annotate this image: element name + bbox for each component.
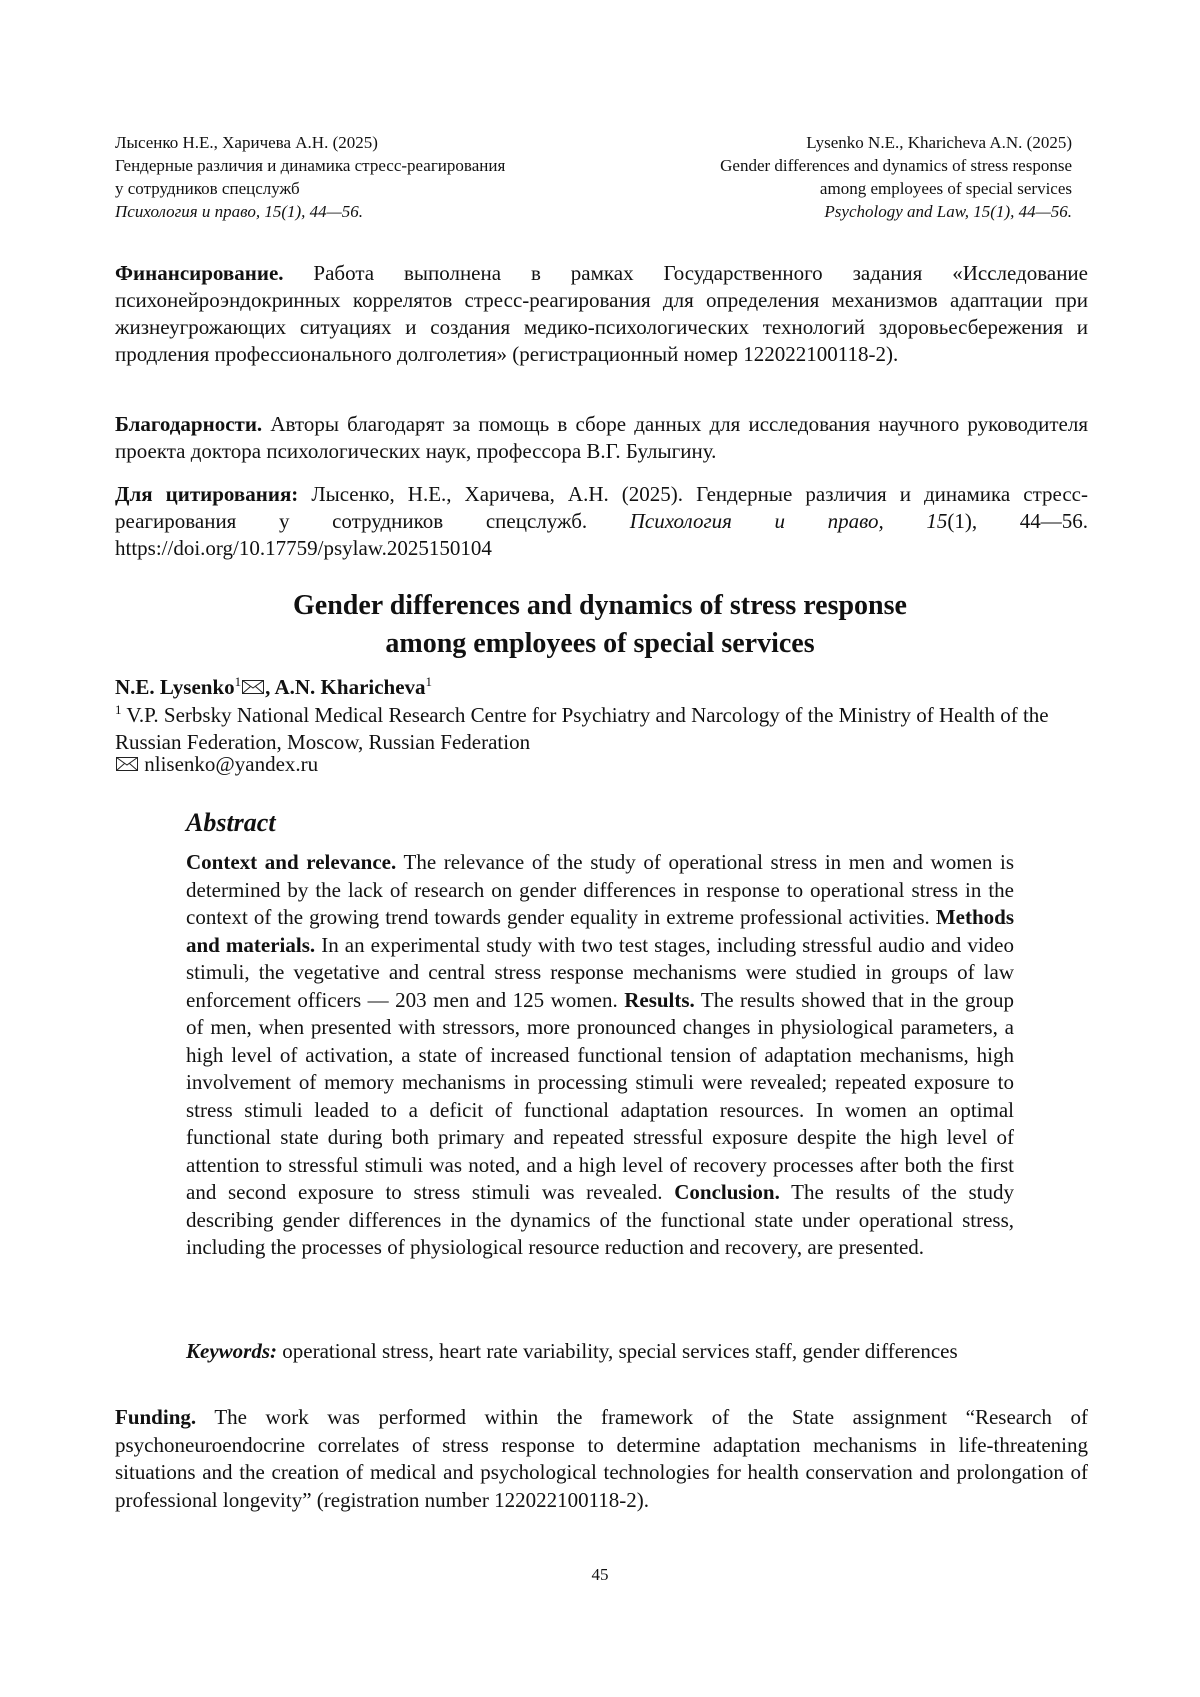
results-text: The results showed that in the group of men, when presented with stressors, more pronounced changes in physiological parameters, a high level of activation, a state of increased functional tension of adaptation mechanisms, high involvement of memory mechanisms in processing stimuli were revealed; repeated exposure to stress stimuli leaded to a deficit of functional adaptation resources. In women an optimal functional state during both primary and repeated stressful exposure despite the high level of attention to stressful stimuli was noted, and a high level of recovery processes after both the first and second exposure to stress stimuli was revealed. <box>186 987 1014 1204</box>
email-link[interactable]: nlisenko@yandex.ru <box>144 752 319 776</box>
header-ru-authors: Лысенко Н.Е., Харичева А.Н. (2025) <box>115 133 378 152</box>
affiliation-text: V.P. Serbsky National Medical Research Centre for Psychiatry and Narcology of the Ministry of Health of the Russian Federation, Moscow, Russian Federation <box>115 703 1049 754</box>
author-affiliation-mark: 1 <box>234 674 242 689</box>
en-funding-text: The work was performed within the framework of the State assignment “Research of psychoneuroendocrine correlates of stress response to determine adaptation mechanisms in life-threatening situations and the creation of medical and psychological technologies for health conservation and prolongation of professional longevity” (registration number 122022100118-2). <box>115 1405 1088 1512</box>
keywords-label: Keywords: <box>186 1339 277 1363</box>
envelope-icon <box>242 680 264 694</box>
abstract-heading: Abstract <box>186 808 276 837</box>
header-en-authors: Lysenko N.E., Kharicheva A.N. (2025) <box>806 133 1072 152</box>
ru-funding-label: Финансирование. <box>115 261 284 285</box>
author-name: N.E. Lysenko <box>115 675 235 699</box>
correspondence-email <box>115 751 318 778</box>
header-en-journal: Psychology and Law, 15(1), 44—56. <box>824 202 1072 221</box>
article-title-line1: Gender differences and dynamics of stress response <box>293 590 907 621</box>
results-label: Results. <box>624 987 695 1012</box>
context-label: Context and relevance. <box>186 850 397 874</box>
header-ru-journal: Психология и право, 15(1), 44—56. <box>115 202 364 221</box>
conclusion-label: Conclusion. <box>674 1180 780 1204</box>
article-title-line2: among employees of special services <box>385 628 815 659</box>
ru-cite-text: Лысенко, Н.Е., Харичева, А.Н. (2025). Гендерные различия и динамика стресс-реагирования у сотрудников спецслужб. <box>115 482 1088 533</box>
ru-thanks-label: Благодарности. <box>115 412 263 436</box>
page-number: 45 <box>591 1565 609 1584</box>
author-name: A.N. Kharicheva <box>274 675 426 699</box>
article-title <box>0 587 1200 663</box>
running-header-ru <box>115 131 505 223</box>
running-header-en <box>720 131 1072 223</box>
methods-label: Methods and materials. <box>186 905 1014 957</box>
header-ru-title-line2: у сотрудников спецслужб <box>115 179 300 198</box>
author-affiliation-mark: 1 <box>425 674 433 689</box>
context-text: The relevance of the study of operational stress in men and women is determined by the lack of research on gender differences in response to operational stress in the context of the growing trend towards gender equality in extreme professional activities. <box>186 850 1014 929</box>
ru-cite-label: Для цитирования: <box>115 482 299 506</box>
ru-acknowledgements-paragraph <box>115 411 1088 465</box>
methods-text: In an experimental study with two test stages, including stressful audio and video stimuli, the vegetative and central stress response mechanisms were studied in groups of law enforcement officers — 203 men and 125 women. <box>186 932 1015 1012</box>
header-en-title-line1: Gender differences and dynamics of stress response <box>720 156 1072 175</box>
header-en-title-line2: among employees of special services <box>819 179 1072 198</box>
affiliation-mark: 1 <box>115 702 122 717</box>
ru-funding-paragraph <box>115 260 1088 368</box>
conclusion-text: The results of the study describing gender differences in the dynamics of the functional state under operational stress, including the processes of physiological resource reduction and recovery, are presented. <box>186 1180 1014 1259</box>
en-funding-paragraph <box>115 1404 1088 1514</box>
affiliation <box>115 696 1090 756</box>
ru-citation-paragraph <box>115 481 1088 562</box>
author-separator: , <box>265 675 275 699</box>
keywords-text: operational stress, heart rate variability, special services staff, gender differences <box>277 1339 958 1363</box>
keywords <box>186 1338 1014 1365</box>
header-ru-title-line1: Гендерные различия и динамика стресс-реагирования <box>115 156 506 175</box>
ru-cite-journal: Психология и право, 15 <box>629 509 948 533</box>
envelope-icon <box>116 757 138 771</box>
en-funding-label: Funding. <box>115 1405 197 1429</box>
ru-thanks-text: Авторы благодарят за помощь в сборе данных для исследования научного руководителя проекта доктора психологических наук, профессора В.Г. Булыгину. <box>115 412 1088 463</box>
ru-funding-text: Работа выполнена в рамках Государственного задания «Исследование психонейроэндокринных коррелятов стресс-реагирования для определения механизмов адаптации при жизнеугрожающих ситуациях и создания медико-психологических технологий здоровьесбережения и продления профессионального долголетия» (регистрационный номер 122022100118-2). <box>115 261 1088 366</box>
abstract-body <box>186 849 1014 1262</box>
ru-cite-tail: (1), 44—56. https://doi.org/10.17759/psylaw.2025150104 <box>115 509 1088 560</box>
